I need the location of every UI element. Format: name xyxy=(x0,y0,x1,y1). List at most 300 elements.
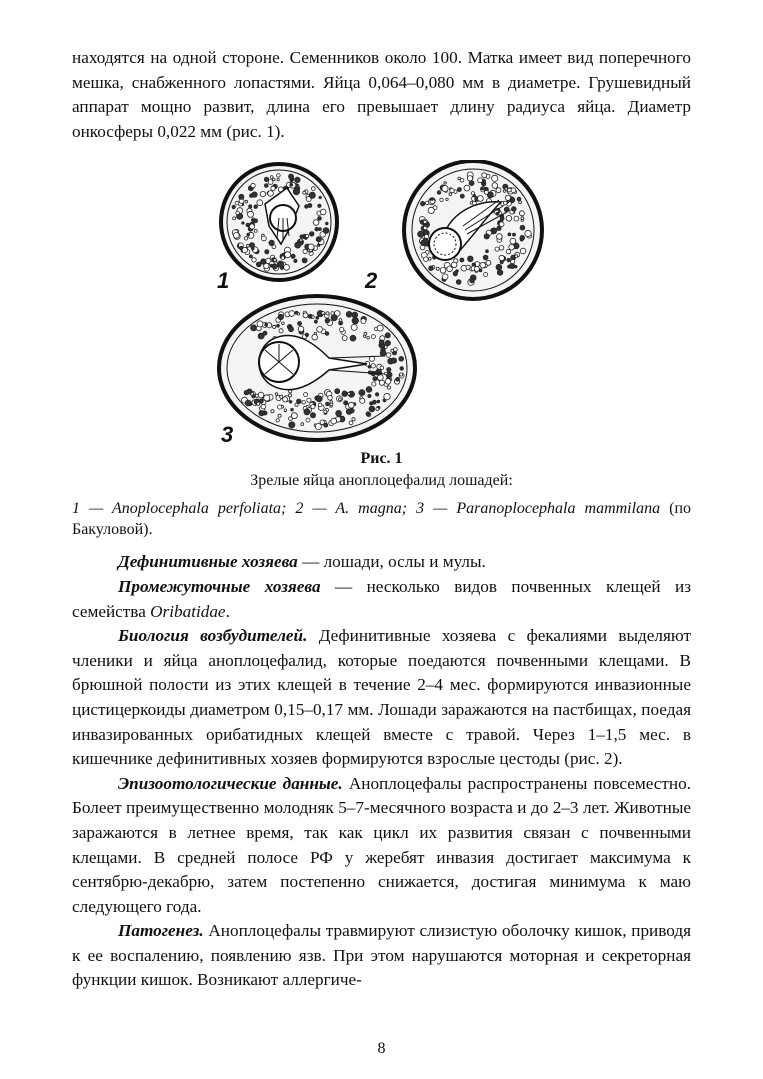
yolk-granule xyxy=(331,419,337,425)
section-biology: Биология возбудителей. Дефинитивные хозяева с фекалиями выделяют членики и яйца аноплоцефалид, которые поедаются почвенными клещами. В брюшной полости из этих клещей в течение 2–4 мес. формируются инвазионные цистицеркоиды диаметром 0,15–0,17 мм. Лошади заражаются на пастбищах, поедая инвазированных орибатидных клещей вместе с травой. Через 1–1,5 мес. в кишечнике дефинитивных хозяев формируются взрослые цестоды (рис. 2). xyxy=(72,626,691,769)
yolk-granule xyxy=(331,312,334,315)
yolk-granule xyxy=(492,183,498,189)
yolk-granule xyxy=(497,270,502,275)
yolk-granule xyxy=(486,261,491,266)
yolk-granule xyxy=(247,245,250,248)
yolk-granule xyxy=(470,279,474,283)
yolk-granule xyxy=(289,311,295,317)
intro-paragraph: находятся на одной стороне. Семенников около 100. Матка имеет вид поперечного мешка, снабженного лопастями. Яйца 0,064–0,080 мм в диаметре. Грушевидный аппарат мощно развит, длина его превышает длину радиуса яйца. Диаметр онкосферы 0,022 мм (рис. 1). xyxy=(72,48,691,141)
yolk-granule xyxy=(259,411,264,416)
yolk-granule xyxy=(440,198,443,201)
eggs-illustration xyxy=(217,160,547,446)
yolk-granule xyxy=(396,378,400,382)
yolk-granule xyxy=(458,177,461,180)
yolk-granule xyxy=(352,418,355,421)
yolk-granule xyxy=(265,324,268,327)
yolk-granule xyxy=(484,234,489,239)
yolk-granule xyxy=(249,255,252,258)
yolk-granule xyxy=(309,232,314,237)
yolk-granule xyxy=(384,346,387,349)
yolk-granule xyxy=(304,409,310,415)
yolk-granule xyxy=(399,357,404,362)
yolk-granule xyxy=(239,195,244,200)
yolk-granule xyxy=(262,236,267,241)
yolk-granule xyxy=(499,246,504,251)
yolk-granule xyxy=(251,247,254,250)
yolk-granule xyxy=(308,244,314,250)
yolk-granule xyxy=(277,261,283,267)
yolk-granule xyxy=(278,315,283,320)
figure-label-2: 2 xyxy=(365,268,378,294)
yolk-granule xyxy=(272,264,277,269)
legend-tail: (по Бакуловой). xyxy=(72,500,691,539)
legend-sep-1: ; 2 — xyxy=(281,500,336,518)
yolk-granule xyxy=(277,179,279,181)
yolk-granule xyxy=(258,393,264,399)
yolk-granule xyxy=(457,188,461,192)
yolk-granule xyxy=(496,188,501,193)
yolk-granule xyxy=(520,249,526,255)
yolk-granule xyxy=(400,367,404,371)
yolk-granule xyxy=(513,233,516,236)
yolk-granule xyxy=(257,200,263,206)
yolk-granule xyxy=(291,409,294,412)
yolk-granule xyxy=(259,399,263,403)
yolk-granule xyxy=(380,366,384,370)
yolk-granule xyxy=(519,211,524,216)
yolk-granule xyxy=(342,336,347,341)
yolk-granule xyxy=(520,226,525,231)
yolk-granule xyxy=(313,220,319,226)
yolk-granule xyxy=(316,317,319,320)
yolk-granule xyxy=(352,318,358,324)
yolk-granule xyxy=(504,207,509,212)
yolk-granule xyxy=(281,256,284,259)
yolk-granule xyxy=(244,237,247,240)
legend-species-1: Anoplocephala perfoliata xyxy=(112,500,282,518)
yolk-granule xyxy=(311,187,315,191)
yolk-granule xyxy=(366,412,370,416)
yolk-granule xyxy=(249,224,254,229)
yolk-granule xyxy=(428,258,431,261)
yolk-granule xyxy=(339,398,342,401)
yolk-granule xyxy=(330,401,333,404)
yolk-granule xyxy=(252,258,256,262)
yolk-granule xyxy=(278,405,282,409)
yolk-granule xyxy=(315,228,319,232)
yolk-granule xyxy=(335,389,340,394)
yolk-granule xyxy=(232,206,235,209)
yolk-granule xyxy=(496,213,499,216)
yolk-granule xyxy=(380,351,386,357)
yolk-granule xyxy=(517,198,521,202)
yolk-granule xyxy=(249,205,252,208)
yolk-granule xyxy=(373,377,377,381)
yolk-granule xyxy=(271,187,275,191)
yolk-granule xyxy=(282,322,285,325)
yolk-granule xyxy=(307,398,311,402)
yolk-granule xyxy=(423,227,427,231)
yolk-granule xyxy=(236,211,240,215)
yolk-granule xyxy=(468,256,474,262)
figure-label-1: 1 xyxy=(217,268,230,294)
yolk-granule xyxy=(317,327,323,333)
yolk-granule xyxy=(386,353,391,358)
yolk-granule xyxy=(261,259,266,264)
yolk-granule xyxy=(400,373,403,376)
yolk-granule xyxy=(361,319,366,324)
yolk-granule xyxy=(298,327,304,333)
yolk-granule xyxy=(442,186,448,192)
yolk-granule xyxy=(384,394,390,400)
yolk-granule xyxy=(484,273,488,277)
legend-sep-2: ; 3 — xyxy=(401,500,457,518)
yolk-granule xyxy=(473,195,476,198)
yolk-granule xyxy=(325,332,329,336)
yolk-granule xyxy=(440,268,446,274)
section-epizootology: Эпизоотологические данные. Аноплоцефалы распространены повсеместно. Болеет преимущественно молодняк 5–7-месячного возраста и до 2–3 лет. Животные заражаются в летнее время, так как цикл их развития связан с почвенными клещами. В средней полосе РФ у жеребят инвазия достигает максимума к сентябрю-декабрю, затем постепенно снижается, достигая минимума к маю следующего года. xyxy=(72,773,691,916)
yolk-granule xyxy=(394,348,398,352)
yolk-granule xyxy=(460,179,464,183)
yolk-granule xyxy=(276,419,279,422)
yolk-granule xyxy=(351,325,357,331)
yolk-granule xyxy=(271,410,274,413)
figure-caption: Зрелые яйца аноплоцефалид лошадей: xyxy=(250,472,513,490)
yolk-granule xyxy=(467,176,472,181)
yolk-granule xyxy=(444,182,446,184)
yolk-granule xyxy=(387,386,390,389)
yolk-granule xyxy=(316,396,322,402)
yolk-granule xyxy=(424,257,429,262)
egg-1-drawing xyxy=(221,164,337,280)
yolk-granule xyxy=(297,399,302,404)
yolk-granule xyxy=(385,333,390,338)
yolk-granule xyxy=(328,396,333,401)
yolk-granule xyxy=(379,380,384,385)
yolk-granule xyxy=(251,184,255,188)
yolk-granule xyxy=(298,322,302,326)
yolk-granule xyxy=(233,233,239,239)
yolk-granule xyxy=(289,174,294,179)
yolk-granule xyxy=(324,424,328,428)
yolk-granule xyxy=(303,313,308,318)
yolk-granule xyxy=(283,397,288,402)
yolk-granule xyxy=(371,335,375,339)
yolk-granule xyxy=(250,194,254,198)
yolk-granule xyxy=(326,402,330,406)
yolk-granule xyxy=(385,372,388,375)
yolk-granule xyxy=(507,189,511,193)
yolk-granule xyxy=(514,216,519,221)
yolk-granule xyxy=(325,319,330,324)
yolk-granule xyxy=(343,391,347,395)
yolk-granule xyxy=(308,315,312,319)
yolk-granule xyxy=(346,409,352,415)
yolk-granule xyxy=(464,186,470,192)
yolk-granule xyxy=(291,255,295,259)
yolk-granule xyxy=(326,312,329,315)
yolk-granule xyxy=(320,210,326,216)
yolk-granule xyxy=(349,421,353,425)
yolk-granule xyxy=(309,193,315,199)
yolk-granule xyxy=(315,424,321,430)
yolk-granule xyxy=(483,255,488,260)
yolk-granule xyxy=(318,204,321,207)
yolk-granule xyxy=(368,395,371,398)
yolk-granule xyxy=(264,184,268,188)
yolk-granule xyxy=(423,221,426,224)
yolk-granule xyxy=(277,325,280,328)
yolk-granule xyxy=(258,333,264,339)
yolk-granule xyxy=(352,312,358,318)
yolk-granule xyxy=(316,237,321,242)
yolk-granule xyxy=(429,266,434,271)
yolk-granule xyxy=(310,413,315,418)
yolk-granule xyxy=(495,247,499,251)
yolk-granule xyxy=(508,233,511,236)
yolk-granule xyxy=(318,403,322,407)
yolk-granule xyxy=(300,235,303,238)
yolk-granule xyxy=(302,401,306,405)
yolk-granule xyxy=(284,409,287,412)
yolk-granule xyxy=(265,250,269,254)
yolk-granule xyxy=(273,178,276,181)
section-definitive-hosts: Дефинитивные хозяева — лошади, ослы и мулы. xyxy=(118,552,486,572)
yolk-granule xyxy=(492,228,497,233)
yolk-granule xyxy=(480,263,486,269)
yolk-granule xyxy=(366,387,372,393)
yolk-granule xyxy=(244,391,248,395)
yolk-granule xyxy=(481,188,484,191)
yolk-granule xyxy=(320,420,324,424)
yolk-granule xyxy=(326,223,329,226)
yolk-granule xyxy=(511,188,516,193)
yolk-granule xyxy=(421,202,425,206)
yolk-granule xyxy=(256,262,261,267)
yolk-granule xyxy=(484,191,488,195)
yolk-granule xyxy=(278,415,281,418)
yolk-granule xyxy=(245,201,248,204)
yolk-granule xyxy=(478,178,483,183)
yolk-granule xyxy=(268,180,273,185)
yolk-granule xyxy=(305,205,309,209)
yolk-granule xyxy=(275,393,278,396)
yolk-granule xyxy=(242,222,244,224)
yolk-granule xyxy=(436,268,439,271)
yolk-granule xyxy=(521,217,524,220)
yolk-granule xyxy=(312,335,318,341)
yolk-granule xyxy=(478,196,484,202)
yolk-granule xyxy=(359,390,365,396)
yolk-granule xyxy=(350,336,356,342)
yolk-granule xyxy=(306,235,309,238)
legend-species-2: A. magna xyxy=(335,500,402,518)
yolk-granule xyxy=(289,401,292,404)
figure-title: Рис. 1 xyxy=(360,450,403,468)
yolk-granule xyxy=(515,255,518,258)
yolk-granule xyxy=(293,189,299,195)
yolk-granule xyxy=(525,231,531,237)
yolk-granule xyxy=(303,192,306,195)
yolk-granule xyxy=(318,217,322,221)
legend-species-3: Paranoplocephala mammilana xyxy=(456,500,661,518)
yolk-granule xyxy=(510,239,516,245)
yolk-granule xyxy=(314,321,317,324)
yolk-granule xyxy=(449,193,452,196)
yolk-granule xyxy=(348,403,354,409)
yolk-granule xyxy=(304,393,308,397)
yolk-granule xyxy=(252,395,255,398)
yolk-granule xyxy=(460,258,464,262)
yolk-granule xyxy=(454,259,458,263)
yolk-granule xyxy=(460,195,464,199)
yolk-granule xyxy=(285,252,291,258)
yolk-granule xyxy=(324,410,327,413)
yolk-granule xyxy=(344,401,348,405)
yolk-granule xyxy=(257,321,263,327)
yolk-granule xyxy=(295,242,301,248)
yolk-granule xyxy=(302,258,307,263)
yolk-granule xyxy=(245,401,251,407)
yolk-granule xyxy=(511,260,515,264)
yolk-granule xyxy=(252,219,255,222)
yolk-granule xyxy=(233,217,236,220)
yolk-granule xyxy=(254,230,257,233)
yolk-granule xyxy=(269,241,274,246)
yolk-granule xyxy=(446,198,448,200)
yolk-granule xyxy=(456,270,459,273)
yolk-granule xyxy=(280,396,283,399)
yolk-granule xyxy=(294,260,297,263)
yolk-granule xyxy=(442,274,448,280)
yolk-granule xyxy=(369,406,375,412)
yolk-granule xyxy=(372,382,376,386)
yolk-granule xyxy=(319,228,322,231)
yolk-granule xyxy=(306,418,310,422)
yolk-granule xyxy=(450,189,454,193)
yolk-granule xyxy=(466,265,470,269)
section-intermediate-hosts: Промежуточные хозяева — несколько видов почвенных клещей из семейства Oribatidae. xyxy=(72,576,692,621)
yolk-granule xyxy=(371,364,375,368)
yolk-granule xyxy=(507,259,510,262)
yolk-granule xyxy=(311,405,315,409)
yolk-granule xyxy=(505,196,510,201)
yolk-granule xyxy=(520,236,525,241)
yolk-granule xyxy=(474,267,479,272)
section-pathogenesis: Патогенез. Аноплоцефалы травмируют слизистую оболочку кишок, приводя к ее воспалению, появлению язв. При этом нарушаются моторная и секреторная функции кишок. Возникают аллергиче- xyxy=(72,921,691,990)
yolk-granule xyxy=(247,233,250,236)
yolk-granule xyxy=(492,176,498,182)
yolk-granule xyxy=(268,191,274,197)
yolk-granule xyxy=(289,422,295,428)
yolk-granule xyxy=(418,231,424,237)
yolk-granule xyxy=(367,337,370,340)
yolk-granule xyxy=(297,313,299,315)
yolk-granule xyxy=(506,216,512,222)
yolk-granule xyxy=(385,379,391,385)
figure-label-3: 3 xyxy=(221,422,234,447)
yolk-granule xyxy=(290,184,293,187)
yolk-granule xyxy=(387,368,391,372)
yolk-granule xyxy=(340,328,344,332)
yolk-granule xyxy=(242,248,247,253)
yolk-granule xyxy=(300,239,303,242)
yolk-granule xyxy=(506,250,510,254)
yolk-granule xyxy=(497,234,503,240)
yolk-granule xyxy=(305,334,308,337)
page-number: 8 xyxy=(377,1040,386,1057)
yolk-granule xyxy=(431,198,433,200)
yolk-granule xyxy=(377,401,380,404)
yolk-granule xyxy=(375,393,378,396)
yolk-granule xyxy=(482,173,487,178)
yolk-granule xyxy=(289,417,293,421)
yolk-granule xyxy=(322,312,325,315)
yolk-granule xyxy=(235,202,239,206)
yolk-granule xyxy=(336,411,342,417)
yolk-granule xyxy=(301,423,304,426)
yolk-granule xyxy=(284,265,290,271)
yolk-granule xyxy=(376,408,379,411)
yolk-granule xyxy=(456,280,461,285)
yolk-granule xyxy=(289,327,294,332)
yolk-granule xyxy=(346,312,352,318)
yolk-granule xyxy=(260,192,265,197)
yolk-granule xyxy=(379,340,384,345)
yolk-granule xyxy=(323,228,329,234)
yolk-granule xyxy=(497,226,501,230)
page-body xyxy=(72,46,691,993)
yolk-granule xyxy=(499,256,504,261)
yolk-granule xyxy=(303,250,307,254)
yolk-granule xyxy=(339,319,342,322)
yolk-granule xyxy=(270,176,273,179)
egg-2-drawing xyxy=(404,161,542,299)
yolk-granule xyxy=(496,265,502,271)
yolk-granule xyxy=(360,399,365,404)
yolk-granule xyxy=(370,402,373,405)
yolk-granule xyxy=(486,250,489,253)
yolk-granule xyxy=(348,393,351,396)
yolk-granule xyxy=(248,212,254,218)
yolk-granule xyxy=(273,326,276,329)
yolk-granule xyxy=(503,190,505,192)
yolk-granule xyxy=(377,325,383,331)
yolk-granule xyxy=(331,315,337,321)
legend-n1: 1 — xyxy=(72,500,112,518)
yolk-granule xyxy=(503,201,507,205)
egg-3-drawing xyxy=(219,296,415,440)
yolk-granule xyxy=(376,370,382,376)
yolk-granule xyxy=(319,197,321,199)
yolk-granule xyxy=(277,174,281,178)
yolk-granule xyxy=(512,207,517,212)
yolk-granule xyxy=(437,191,441,195)
yolk-granule xyxy=(279,329,283,333)
yolk-granule xyxy=(428,208,434,214)
sections xyxy=(72,550,691,993)
yolk-granule xyxy=(364,333,367,336)
yolk-granule xyxy=(447,266,453,272)
yolk-granule xyxy=(423,238,428,243)
yolk-granule xyxy=(251,325,257,331)
figure-eggs xyxy=(72,160,691,446)
yolk-granule xyxy=(295,178,300,183)
yolk-granule xyxy=(274,259,277,262)
figure-legend xyxy=(72,498,691,540)
yolk-granule xyxy=(385,341,390,346)
yolk-granule xyxy=(254,205,258,209)
